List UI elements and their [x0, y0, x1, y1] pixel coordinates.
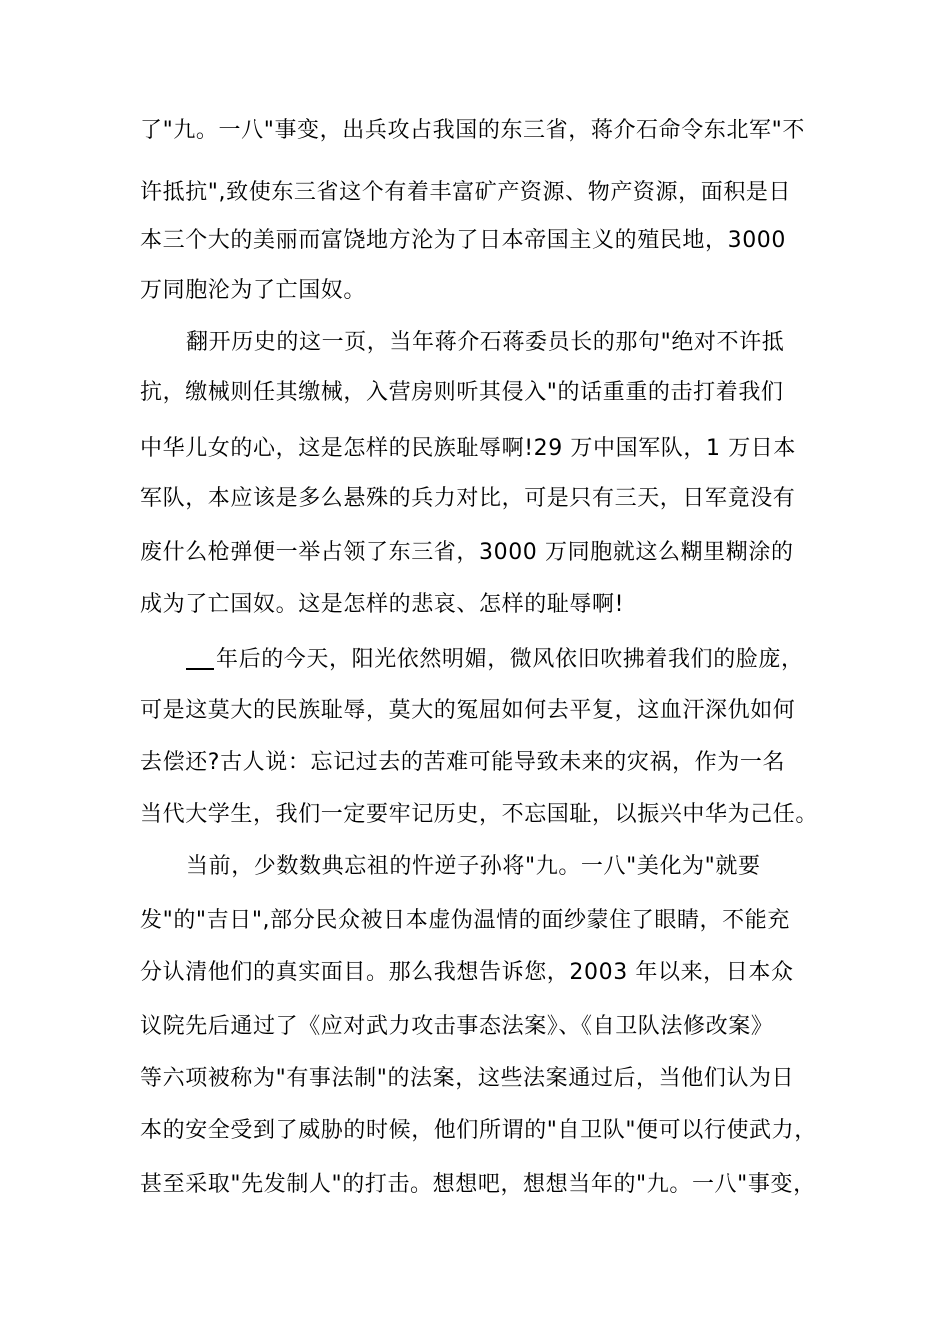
text-line: 当前，少数数典忘祖的忤逆子孙将"九。一八"美化为"就要: [186, 854, 761, 879]
text-line: 等六项被称为"有事法制"的法案，这些法案通过后，当他们认为日: [140, 1066, 795, 1091]
text-line: 本三个大的美丽而富饶地方沦为了日本帝国主义的殖民地，3000: [140, 228, 786, 253]
text-line: 翻开历史的这一页，当年蒋介石蒋委员长的那句"绝对不许抵: [186, 330, 785, 355]
text-line: 成为了亡国奴。这是怎样的悲哀、怎样的耻辱啊!: [140, 592, 625, 617]
text-line: 本的安全受到了威胁的时候，他们所谓的"自卫队"便可以行使武力，: [140, 1118, 817, 1143]
text-fragment: 年后的今天，阳光依然明媚，微风依旧吹拂着我们的脸庞，: [216, 647, 804, 672]
text-line: 去偿还?古人说：忘记过去的苦难可能导致未来的灾祸，作为一名: [140, 750, 786, 775]
fill-in-blank: [186, 644, 214, 670]
text-line: 发"的"吉日",部分民众被日本虚伪温情的面纱蒙住了眼睛，不能充: [140, 908, 790, 933]
text-line: 甚至采取"先发制人"的打击。想想吧，想想当年的"九。一八"事变，: [140, 1172, 816, 1197]
text-line: 军队，本应该是多么悬殊的兵力对比，可是只有三天，日军竟没有: [140, 486, 796, 511]
text-line: 抗，缴械则任其缴械，入营房则听其侵入"的话重重的击打着我们: [140, 380, 784, 405]
text-line: 议院先后通过了《应对武力攻击事态法案》、《自卫队法修改案》: [140, 1014, 774, 1039]
text-line: 当代大学生，我们一定要牢记历史，不忘国耻，以振兴中华为己任。: [140, 802, 819, 827]
text-line: 万同胞沦为了亡国奴。: [140, 278, 367, 303]
text-line: 可是这莫大的民族耻辱，莫大的冤屈如何去平复，这血汗深仇如何: [140, 698, 796, 723]
text-line-with-blank: [186, 644, 804, 674]
text-line: 中华儿女的心，这是怎样的民族耻辱啊!29 万中国军队，1 万日本: [140, 436, 796, 461]
text-line: 废什么枪弹便一举占领了东三省，3000 万同胞就这么糊里糊涂的: [140, 540, 794, 565]
text-line: 许抵抗",致使东三省这个有着丰富矿产资源、物产资源，面积是日: [140, 180, 792, 205]
text-line: 了"九。一八"事变，出兵攻占我国的东三省，蒋介石命令东北军"不: [140, 118, 805, 143]
text-line: 分认清他们的真实面目。那么我想告诉您，2003 年以来，日本众: [140, 960, 794, 985]
